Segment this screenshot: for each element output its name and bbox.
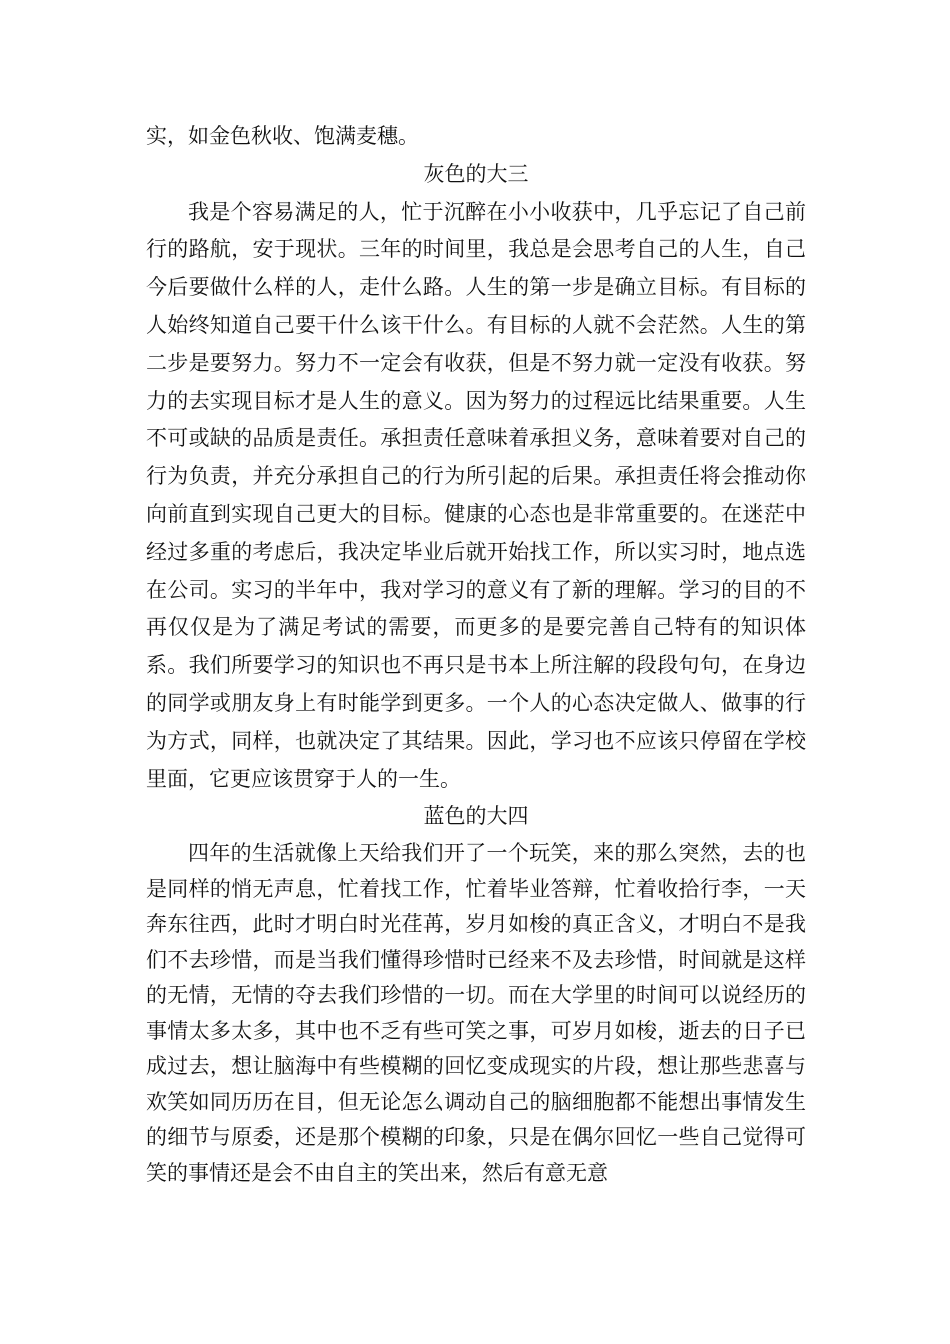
section-paragraph-gray-junior-year: 我是个容易满足的人，忙于沉醉在小小收获中，几乎忘记了自己前行的路航，安于现状。三年的时间里，我总是会思考自己的人生，自己今后要做什么样的人，走什么路。人生的第一步是确立目标。有目标的人始终知道自己要干什么该干什么。有目标的人就不会茫然。人生的第二步是要努力。努力不一定会有收获，但是不努力就一定没有收获。努力的去实现目标才是人生的意义。因为努力的过程远比结果重要。人生不可或缺的品质是责任。承担责任意味着承担义务，意味着要对自己的行为负责，并充分承担自己的行为所引起的后果。承担责任将会推动你向前直到实现自己更大的目标。健康的心态也是非常重要的。在迷茫中经过多重的考虑后，我决定毕业后就开始找工作，所以实习时，地点选在公司。实习的半年中，我对学习的意义有了新的理解。学习的目的不再仅仅是为了满足考试的需要，而更多的是要完善自己特有的知识体系。我们所要学习的知识也不再只是书本上所注解的段段句句，在身边的同学或朋友身上有时能学到更多。一个人的心态决定做人、做事的行为方式，同样，也就决定了其结果。因此，学习也不应该只停留在学校里面，它更应该贯穿于人的一生。 [146,199,806,791]
section-heading-gray-junior-year: 灰色的大三 [423,161,529,186]
document-body [146,118,806,1191]
section-paragraph-blue-senior-year: 四年的生活就像上天给我们开了一个玩笑，来的那么突然，去的也是同样的悄无声息，忙着找工作，忙着毕业答辩，忙着收拾行李，一天奔东往西，此时才明白时光荏苒，岁月如梭的真正含义，才明白不是我们不去珍惜，而是当我们懂得珍惜时已经来不及去珍惜，时间就是这样的无情，无情的夺去我们珍惜的一切。而在大学里的时间可以说经历的事情太多太多，其中也不乏有些可笑之事，可岁月如梭，逝去的日子已成过去，想让脑海中有些模糊的回忆变成现实的片段，想让那些悲喜与欢笑如同历历在目，但无论怎么调动自己的脑细胞都不能想出事情发生的细节与原委，还是那个模糊的印象，只是在偶尔回忆一些自己觉得可笑的事情还是会不由自主的笑出来，然后有意无意 [146,841,806,1185]
opening-paragraph-fragment: 实，如金色秋收、饱满麦穗。 [146,124,419,148]
section-heading-blue-senior-year: 蓝色的大四 [423,804,529,829]
